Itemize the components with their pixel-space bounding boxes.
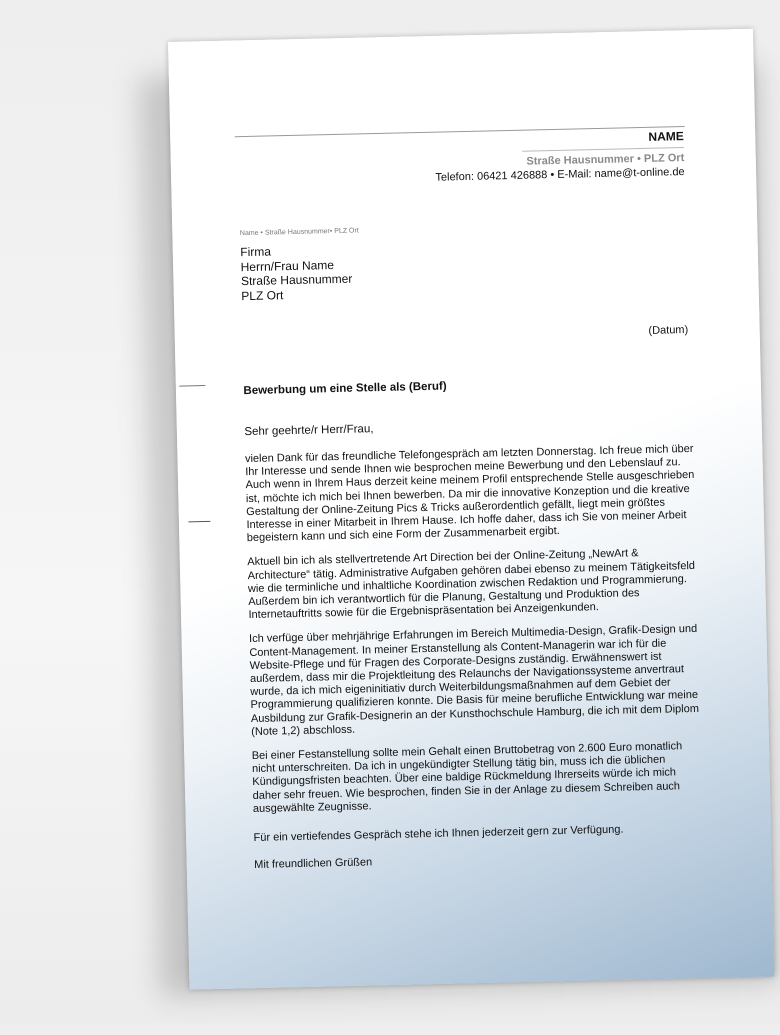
recipient-street: Straße Hausnummer — [240, 271, 353, 289]
body-paragraph-1: vielen Dank für das freundliche Telefongespräch am letzten Donnerstag. Ich freue mich über Ihr Interesse und sende Ihnen wie besprochen meine Bewerbung und den Lebenslauf zu. Auch wenn in Ihrem Haus derzeit keine meinem Profil entsprechende Stelle ausgeschrieben ist, möchte ich mich bei Ihnen bewerben. Da mir die innovative Konzeption und die kreative Gestaltung der Online-Zeitung Pics & Tricks außerordentlich gefällt, liegt mein größtes Interesse in einer Mitarbeit in Ihrem Hause. Ich hoffe daher, dass ich Sie von meiner Arbeit begeistern kann und sich eine Form der Zusammenarbeit ergibt. — [244, 442, 695, 545]
return-address-line: Name • Straße Hausnummer• PLZ Ort — [239, 227, 359, 238]
sender-address: Straße Hausnummer • PLZ Ort — [526, 152, 685, 168]
recipient-company: Firma — [240, 244, 272, 260]
body-paragraph-3: Ich verfüge über mehrjährige Erfahrungen im Bereich Multimedia-Design, Grafik-Design und Content-Management. In meiner Erstanstellung als Content-Managerin war ich für die Website-Pflege und für Fragen des Corporate-Designs zuständig. Erwähnenswert ist außerdem, dass mir die Projektleitung des Relaunchs der Navigationssysteme anvertraut wurde, da ich mich eigeninitiativ durch Weiterbildungsmaßnahmen auf dem Gebiet der Programmierung qualifizieren konnte. Die Basis für meine berufliche Entwicklung war meine Ausbildung zur Grafik-Designerin an der Kunsthochschule Hamburg, die ich mit dem Diplom (Note 1,2) abschloss. — [248, 623, 700, 738]
letter-salutation: Sehr geehrte/r Herr/Frau, — [244, 423, 374, 439]
body-paragraph-5: Für ein vertiefendes Gespräch stehe ich Ihnen jederzeit gern zur Verfügung. — [253, 823, 624, 845]
body-paragraph-2: Aktuell bin ich als stellvertretende Art Direction bei der Online-Zeitung „NewArt & Architecture“ tätig. Administrative Aufgaben gehören dabei ebenso zu meinem Tätigkeitsfeld wie die terminliche und inhaltliche Koordination zwischen Redaktion und Programmierung. Außerdem bin ich verantwortlich für die Planung, Gestaltung und Produktion des Internetauftritts sowie für die Ergebnispräsentation bei Anzeigenkunden. — [247, 547, 696, 622]
recipient-person: Herrn/Frau Name — [240, 257, 335, 274]
recipient-address — [240, 243, 353, 304]
letter-date: (Datum) — [648, 324, 689, 337]
letter-subject: Bewerbung um eine Stelle als (Beruf) — [243, 380, 447, 398]
sender-name: NAME — [648, 129, 684, 144]
recipient-city: PLZ Ort — [241, 287, 284, 303]
letter-body — [245, 443, 707, 884]
header-rule-short — [522, 147, 684, 152]
body-paragraph-4: Bei einer Festanstellung sollte mein Gehalt einen Bruttobetrag von 2.600 Euro monatlich nicht unterschreiten. Da ich in ungekündigter Stellung tätig bin, muss ich die üblichen Kündigungsfristen beachten. Über eine baldige Rückmeldung Ihrerseits würde ich mich daher sehr freuen. Wie besprochen, finden Sie in der Anlage zu diesem Schreiben auch ausgewählte Zeugnisse. — [251, 740, 683, 815]
letter-closing: Mit freundlichen Grüßen — [254, 856, 373, 872]
fold-mark-middle — [188, 521, 210, 522]
fold-mark-top — [179, 385, 205, 387]
sender-contact: Telefon: 06421 426888 • E-Mail: name@t-online.de — [435, 166, 685, 184]
